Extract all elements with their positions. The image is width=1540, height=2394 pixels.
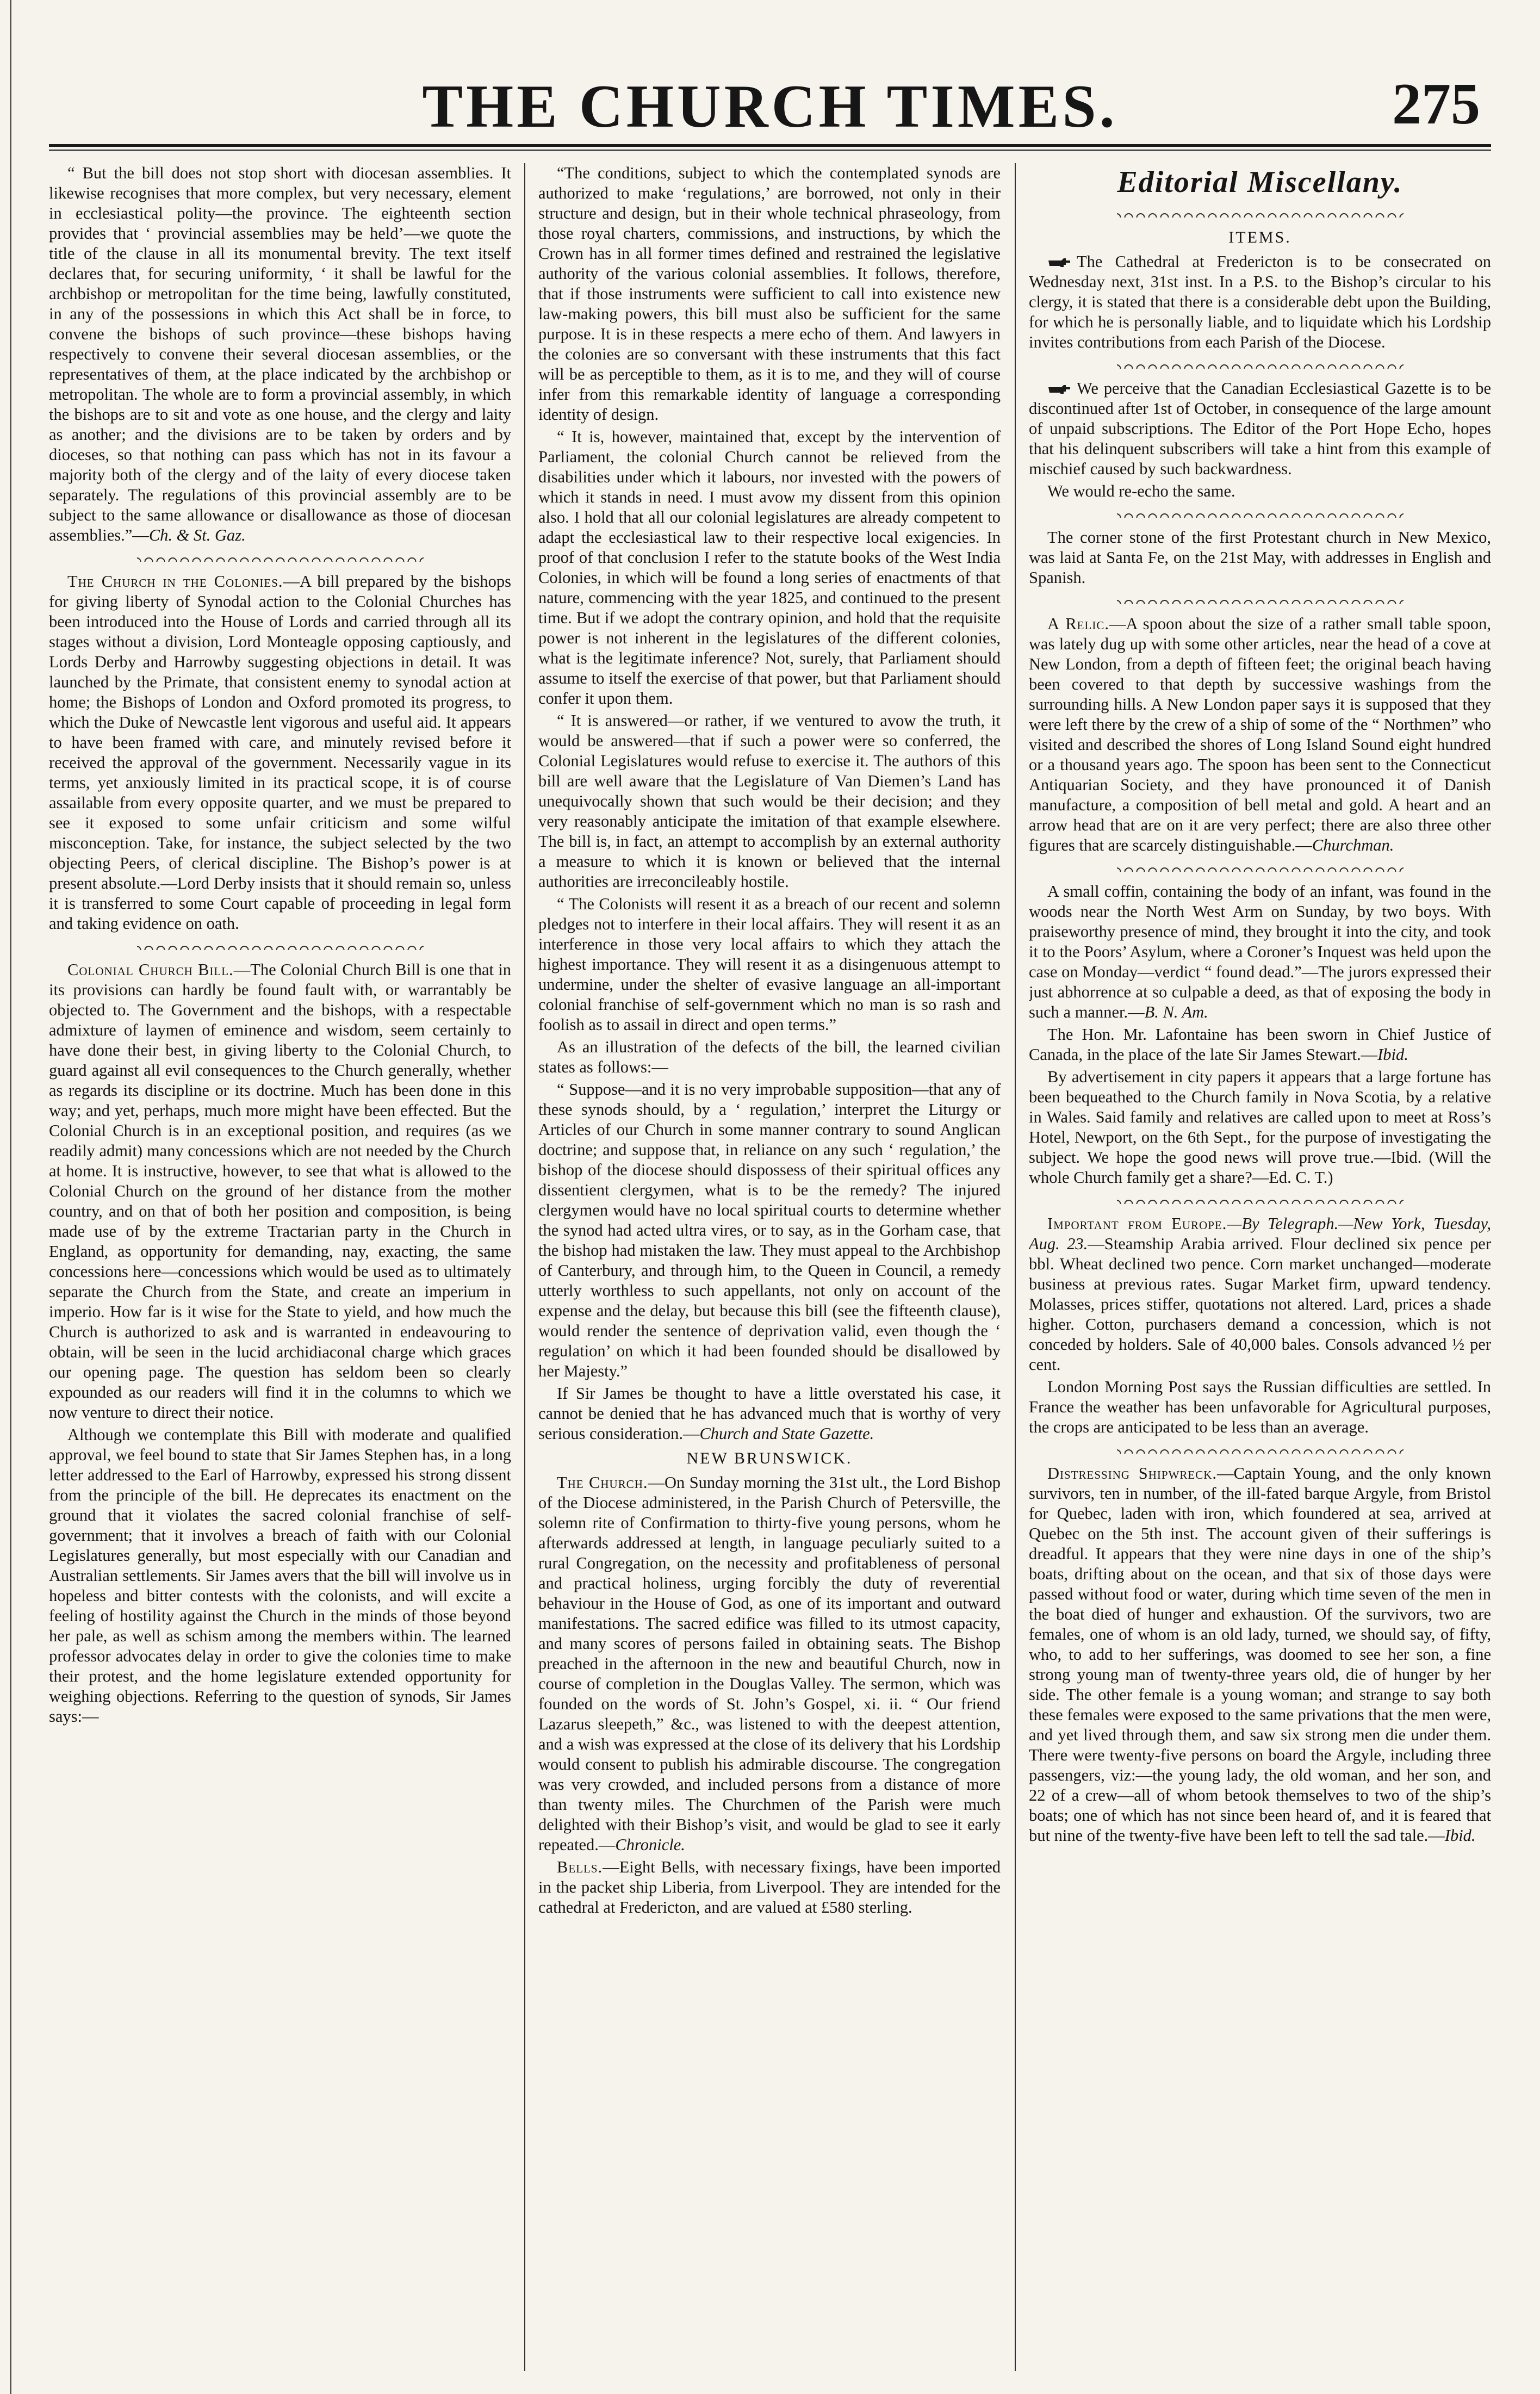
article-lead: Colonial Church Bill. [67, 960, 234, 979]
paragraph-text: —Eight Bells, with necessary fixings, have been imported in the packet ship Liberia, from Liverpool. They are intended for the cathedral at Fredericton, and are valued at £580 sterling. [538, 1858, 1001, 1917]
section-divider [1117, 861, 1404, 875]
item-paragraph: We would re-echo the same. [1047, 482, 1235, 500]
section-divider [1117, 507, 1404, 521]
item-paragraph [1029, 252, 1491, 352]
article-paragraph [49, 163, 511, 545]
page-number: 275 [1392, 72, 1480, 137]
quoted-paragraph: “ It is, however, maintained that, except by the intervention of Parliament, the colonial Church cannot be relieved from the disabilities under which it labours, nor invested with the powers of which it stands in need. I must avow my dissent from this opinion also. I hold that all our colonial legislatures are already competent to adapt the ecclesiastical law to their respective local exigencies. In proof of that conclusion I refer to the statute books of the West India Colonies, in which will be found a long series of enactments of that nature, commencing with the year 1825, and continued to the present time. But if we adopt the contrary opinion, and hold that the requisite power is not inherent in the legislatures of the different colonies, what is the legitimate inference? Not, surely, that Parliament should assume to itself the exercise of that power, but that Parliament should confer it upon them. [538, 427, 1001, 708]
article-paragraph [538, 1384, 1001, 1444]
page-edge-rule [10, 0, 11, 2394]
pointing-hand-icon [1047, 384, 1071, 396]
source-citation: Church and State Gazette. [699, 1424, 874, 1443]
paragraph-text: The Cathedral at Fredericton is to be consecrated on Wednesday next, 31st inst. In a P.S. to the Bishop’s circular to his clergy, it is stated that there is a considerable debt upon the Building, for which he is personally liable, and to liquidate which his Lordship invites contributions from each Parish of the Diocese. [1029, 252, 1491, 351]
article-lead: The Church. [557, 1473, 648, 1492]
paragraph-text: —On Sunday morning the 31st ult., the Lord Bishop of the Diocese administered, in the Parish Church of Petersville, the solemn rite of Confirmation to thirty-five young persons, whom he afterwards addressed at length, in language peculiarly suited to a rural Congregation, on the necessity and profitableness of personal and practical holiness, urging forcibly the duty of reverential behaviour in the House of God, as one of its important and outward manifestations. The sacred edifice was filled to its utmost capacity, and many scores of persons failed in obtaining seats. The Bishop preached in the afternoon in the new and beautiful Church, now in course of completion in the Douglas Valley. The sermon, which was founded on the words of St. John’s Gospel, xi. ii. “ Our friend Lazarus sleepeth,” &c., was listened to with the deepest attention, and a wish was expressed at the close of its delivery that his Lordship would consent to publish his admirable discourse. The congregation was very crowded, and included persons from a distance of more than twenty miles. The Churchmen of the Parish were much delighted with their Bishop’s visit, and would be glad to see it early repeated.— [538, 1473, 1001, 1854]
column-divider [1015, 163, 1016, 2371]
section-heading: NEW BRUNSWICK. [686, 1449, 853, 1467]
article-paragraph: As an illustration of the defects of the bill, the learned civilian states as follows:— [538, 1038, 1001, 1076]
paragraph-text: If Sir James be thought to have a little overstated his case, it cannot be denied that he has advanced much that is worthy of very serious consideration.— [538, 1384, 1001, 1443]
paragraph-text: A small coffin, containing the body of an infant, was found in the woods near the North West Arm on Sunday, by two boys. With praiseworthy presence of mind, they brought it into the city, and took it to the Poors’ Asylum, where a Coroner’s Inquest was held upon the case on Monday—verdict “ found dead.”—The jurors expressed their just abhorrence at so culpable a deed, as that of exposing the body in such a manner.— [1029, 882, 1491, 1021]
article-paragraph: Although we contemplate this Bill with moderate and qualified approval, we feel bound to state that Sir James Stephen has, in a long letter addressed to the Earl of Harrowby, expressed his strong dissent from the principle of the bill. He deprecates its enactment on the ground that it violates the sacred colonial franchise of self-government; that it involves a breach of faith with our Colonial Legislatures generally, but most especially with our Canadian and Australian settlements. Sir James avers that the bill will involve us in hopeless and bitter contests with the colonists, and will excite a feeling of hostility against the Church in the minds of those beyond her pale, as well as schism among the members within. The learned professor advocates delay in order to give the colonies time to make their protest, and the home legislature extended opportunity for weighing objections. Referring to the question of synods, Sir James says:— [49, 1425, 511, 1726]
section-title: Editorial Miscellany. [1117, 165, 1403, 199]
article-lead: A Relic. [1047, 615, 1109, 633]
item-paragraph [1029, 379, 1491, 479]
masthead [49, 49, 1491, 140]
item-paragraph [1029, 882, 1491, 1022]
source-citation: Chronicle. [615, 1835, 685, 1854]
source-citation: Ibid. [1444, 1826, 1476, 1845]
article-lead: Important from Europe. [1047, 1214, 1227, 1233]
quoted-paragraph: “ Suppose—and it is no very improbable supposition—that any of these synods should, by a ‘ regulation,’ interpret the Liturgy or Articles of our Church in some manner contrary to sound Anglican doctrine; and suppose that, in reliance on any such ‘ regulation,’ the bishop of the diocese should dispossess of their spiritual offices any dissentient clergymen, what is to be the remedy? The injured clergymen would have no local spiritual courts to determine whether the synod had acted ultra vires, or to say, as in the Gorham case, that the bishop had mistaken the law. They must appeal to the Archbishop of Canterbury, and through him, to the Queen in Council, a remedy utterly worthless to such appellants, not only on account of the expense and the delay, but because this bill (see the fifteenth clause), would render the sentence of deprivation valid, even though the ‘ regulation’ on which it had been founded should be disallowed by her Majesty.” [538, 1080, 1001, 1380]
section-divider [137, 939, 424, 953]
paragraph-text: —The Colonial Church Bill is one that in its provisions can hardly be found fault with, or warrantably be objected to. The Government and the bishops, with a respectable admixture of laymen of eminence and wisdom, seem certainly to have done their best, in giving liberty to the Colonial Church, to guard against all evil consequences to the Church generally, whether as regards its discipline or its doctrine. Much has been done in this way; and yet, perhaps, much more might have been effected. But the Colonial Church is in an exceptional position, and requires (as we readily admit) many concessions which are not needed by the Church at home. It is instructive, however, to see that what is allowed to the Colonial Church on the ground of her distance from the mother country, and on that of both her position and composition, is being made use of by the extreme Tractarian party in the Church in England, as opportunity for demanding, nay, exacting, the same concessions here—concessions which would be used as to ultimately separate the Church from the State, and create an imperium in imperio. How far is it wise for the State to yield, and how much the Church is authorized to ask and is warranted in endeavouring to obtain, will be seen in the lucid archidiaconal charge which graces our opening page. The question has seldom been so clearly expounded as our readers will find it in the columns to which we now venture to direct their notice. [49, 960, 511, 1422]
paragraph-text: We perceive that the Canadian Ecclesiastical Gazette is to be discontinued after 1st of October, in consequence of the large amount of unpaid subscriptions. The Editor of the Port Hope Echo, hopes that his delinquent subscribers will take a hint from this example of mischief caused by such backwardness. [1029, 379, 1491, 478]
paragraph-text: —Captain Young, and the only known survivors, ten in number, of the ill-fated barque Argyle, from Bristol for Quebec, laden with iron, which foundered at sea, arrived at Quebec on the 5th inst. The account given of their sufferings is dreadful. It appears that they were nine days in one of the ship’s boats, drifting about on the ocean, and that six of those days were passed without food or water, during which time seven of the men in the boat died of hunger and exhaustion. Of the survivors, two are females, one of whom is an old lady, turned, we should say, of fifty, who, to add to her sufferings, was doomed to see her son, a fine strong young man of twenty-three years old, die of hunger by her side. The other female is a young woman; and strange to say both these females were exposed to the same privations that the men were, and yet lived through them, and saw six strong men die under them. There were twenty-five persons on board the Argyle, including three passengers, viz:—the young lady, the old woman, and her son, and 22 of a crew—all of whom betook themselves to two of the ship’s boats; one of which has not since been heard of, and it is feared that but nine of the twenty-five have been left to tell the sad tale.— [1029, 1464, 1491, 1845]
items-heading: ITEMS. [1228, 228, 1291, 246]
article-lead: The Church in the Colonies. [67, 572, 283, 591]
section-divider [1117, 207, 1404, 221]
section-divider [1117, 1443, 1404, 1457]
item-paragraph: By advertisement in city papers it appears that a large fortune has been bequeathed to the Church family in Nova Scotia, by a relative in Wales. Said family and relatives are called upon to meet at Ross’s Hotel, Newport, on the 6th Sept., for the purpose of investigating the subject. We hope the good news will prove true.—Ibid. (Will the whole Church family get a share?—Ed. C. T.) [1029, 1068, 1491, 1187]
item-paragraph [1029, 1214, 1491, 1375]
pointing-hand-icon [1047, 257, 1071, 269]
paragraph-text: —Steamship Arabia arrived. Flour declined six pence per bbl. Wheat declined two pence. Corn market unchanged—moderate business at previous rates. Sugar Market firm, upward tendency. Molasses, prices stiffer, quotations not altered. Lard, prices a shade higher. Cotton, purchasers demand a concession, which is not conceded by holders. Sale of 40,000 bales. Consols advanced ½ per cent. [1029, 1235, 1491, 1374]
article-paragraph [538, 1857, 1001, 1918]
quoted-paragraph: “ It is answered—or rather, if we ventured to avow the truth, it would be answered—that if such a power were so conferred, the Colonial Legislatures would refuse to exercise it. The authors of this bill are well aware that the Legislature of Van Diemen’s Land has unequivocally shown that such would be their decision; and they very reasonably anticipate the imitation of that example elsewhere. The bill is, in fact, an attempt to accomplish by an external authority a measure to which it is known or believed that the internal authorities are irreconcileably hostile. [538, 711, 1001, 891]
dateline: —By Telegraph.—New York, Tuesday, Aug. 23. [1029, 1214, 1491, 1253]
paragraph-text: The Hon. Mr. Lafontaine has been sworn in Chief Justice of Canada, in the place of the late Sir James Stewart.— [1029, 1025, 1491, 1064]
source-citation: Churchman. [1312, 836, 1394, 854]
paragraph-text: “ But the bill does not stop short with diocesan assemblies. It likewise recognises that more complex, but very necessary, element in ecclesiastical polity—the province. The eighteenth section provides that ‘ provincial assemblies may be held’—we quote the title of the clause in all its monumental brevity. The text itself declares that, for securing uniformity, ‘ it shall be lawful for the archbishop or metropolitan for the time being, lawfully constituted, in any of the possessions in which this Act shall be in force, to convene the bishops of such province—these bishops having respectively to convene their several diocesan assemblies, or the representatives of them, at the place indicated by the archbishop or metropolitan. The whole are to form a provincial assembly, in which the bishops are to sit and vote as one house, and the clergy and laity as another; and the divisions are to be taken by orders and by dioceses, so that nothing can pass which has not in its favour a majority both of the clergy and of the laity of every diocese taken separately. The regulations of this provincial assembly are to be subject to the same allowance or disallowance as those of diocesan assemblies.”— [49, 164, 511, 544]
source-citation: Ibid. [1377, 1045, 1408, 1064]
item-paragraph [1029, 1463, 1491, 1846]
paper-title: THE CHURCH TIMES. [422, 73, 1118, 140]
paragraph-text: —A bill prepared by the bishops for giving liberty of Synodal action to the Colonial Churches has been introduced into the House of Lords and carried through all its stages without a division, Lord Monteagle opposing captiously, and Lords Derby and Harrowby suggesting objections in detail. It was launched by the Primate, that consistent enemy to synodal action at home; the Bishops of London and Oxford promoted its progress, to which the Duke of Newcastle lent vigorous and useful aid. It appears to have been framed with care, and minutely revised before it received the approval of the government. Necessarily vague in its terms, yet anxiously limited in its practical scope, it is of course assailable from every opposite quarter, and we must be prepared to see it exposed to some unfair criticism and some wilful misconception. Take, for instance, the subject selected by the two objecting Peers, of clerical discipline. The Bishop’s power is at present absolute.—Lord Derby insists that it should remain so, unless it is transferred to some Court capable of proceeding in legal form and taking evidence on oath. [49, 572, 511, 933]
column-divider [524, 163, 525, 2371]
article-paragraph [49, 572, 511, 934]
item-paragraph: London Morning Post says the Russian difficulties are settled. In France the weather has been unfavorable for Agricultural purposes, the crops are anticipated to be less than an average. [1029, 1378, 1491, 1436]
source-citation: B. N. Am. [1144, 1003, 1208, 1021]
section-divider [1117, 593, 1404, 607]
article-lead: Bells. [557, 1858, 603, 1876]
column-2 [538, 163, 1001, 2371]
column-1 [49, 163, 511, 2371]
paragraph-text: —A spoon about the size of a rather small table spoon, was lately dug up with some other articles, near the head of a cove at New London, from a depth of fifteen feet; the original beach having been covered to that depth by successive washings from the surrounding hills. A New London paper says it is supposed that they were left there by the crew of a ship of some of the “ Northmen” who visited and described the shores of Long Island Sound eight hundred or a thousand years ago. The spoon has been sent to the Connecticut Antiquarian Society, and they have pronounced it of Danish manufacture, a composition of bell metal and gold. A heart and an arrow head that are on it are very perfect; there are also three other figures that are scarcely distinguishable.— [1029, 615, 1491, 854]
quoted-paragraph: “ The Colonists will resent it as a breach of our recent and solemn pledges not to interfere in their local affairs. They will resent it as an interference in those very local affairs to which they attach the highest importance. They will resent it as a disingenuous attempt to undermine, under the shelter of evasive language an all-important colonial franchise of self-government which no man is so rash and foolish as to assail in direct and open terms.” [538, 895, 1001, 1034]
column-3 [1029, 163, 1491, 2371]
section-divider [1117, 358, 1404, 372]
article-lead: Distressing Shipwreck. [1047, 1464, 1218, 1483]
quoted-paragraph: “The conditions, subject to which the contemplated synods are authorized to make ‘regulations,’ are borrowed, not only in their structure and design, but in their whole technical phraseology, from those royal charters, commissions, and instructions, by which the Crown has in all former times defined and restrained the legislative authority of the various colonial assemblies. It follows, therefore, that if those instruments were sufficient to call into existence new law-making powers, this bill must also be sufficient for the same purpose. It is in these respects a mere echo of them. And lawyers in the colonies are so conversant with these instruments that this fact will be as perceptible to them, as it is to me, and they will of course infer from this remarkable identity of language a corresponding identity of design. [538, 164, 1001, 424]
article-paragraph [49, 960, 511, 1423]
section-divider [137, 551, 424, 565]
article-paragraph [538, 1473, 1001, 1855]
source-citation: Ch. & St. Gaz. [148, 526, 246, 544]
item-paragraph [1029, 614, 1491, 855]
section-divider [1117, 1193, 1404, 1207]
item-paragraph: The corner stone of the first Protestant church in New Mexico, was laid at Santa Fe, on the 21st May, with addresses in English and Spanish. [1029, 528, 1491, 587]
item-paragraph [1029, 1025, 1491, 1065]
header-double-rule [49, 144, 1491, 151]
